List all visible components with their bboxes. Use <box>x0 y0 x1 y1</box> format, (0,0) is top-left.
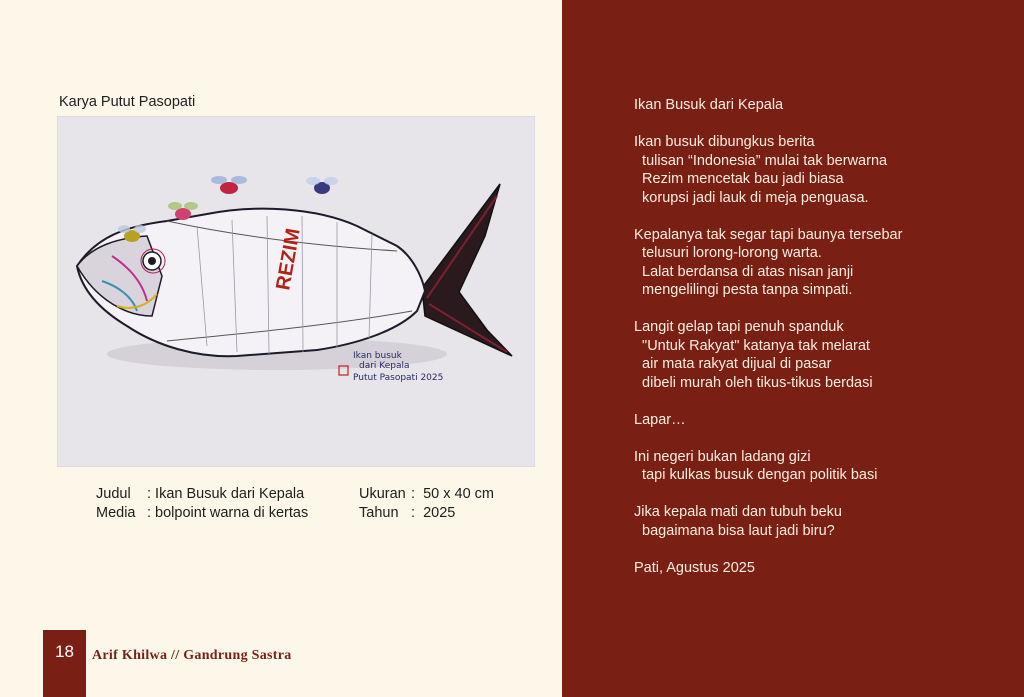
caption-media-label: Media <box>96 505 136 521</box>
caption-judul-label: Judul <box>96 486 131 502</box>
poem-line: korupsi jadi lauk di meja penguasa. <box>634 189 869 206</box>
poem-line: Jika kepala mati dan tubuh beku <box>634 504 842 520</box>
page-number: 18 <box>55 642 74 661</box>
caption-ukuran-value: : 50 x 40 cm <box>411 486 495 502</box>
artwork-signature: Putut Pasopati 2025 <box>353 373 444 383</box>
page-number-box <box>43 630 86 697</box>
artwork-illustration <box>57 116 535 467</box>
poem-line: Lapar… <box>634 411 686 428</box>
poem-line: telusuri lorong-lorong warta. <box>634 245 822 261</box>
artwork-caption-bottom: dari Kepala <box>359 361 410 371</box>
poem-line: Lalat berdansa di atas nisan janji <box>634 263 854 280</box>
poem-line: bagaimana bisa laut jadi biru? <box>634 522 835 539</box>
poem <box>634 96 1004 577</box>
poem-line: "Untuk Rakyat" katanya tak melarat <box>634 337 870 354</box>
poem-line: Kepalanya tak segar tapi baunya tersebar <box>634 226 903 243</box>
poem-title: Ikan Busuk dari Kepala <box>634 97 784 113</box>
caption-tahun-label: Tahun <box>359 505 399 521</box>
poem-line: mengelilingi pesta tanpa simpati. <box>634 282 853 298</box>
poem-line: Rezim mencetak bau jadi biasa <box>634 171 844 187</box>
poem-line: Langit gelap tapi penuh spanduk <box>634 319 844 335</box>
poem-line: dibeli murah oleh tikus-tikus berdasi <box>634 374 873 391</box>
poem-line: tulisan “Indonesia” mulai tak berwarna <box>634 152 888 169</box>
caption-judul-value: : Ikan Busuk dari Kepala <box>147 486 305 502</box>
artist-credit: Karya Putut Pasopati <box>59 94 196 110</box>
poem-place-date: Pati, Agustus 2025 <box>634 559 755 576</box>
poem-line: air mata rakyat dijual di pasar <box>634 356 832 372</box>
poem-line: Ini negeri bukan ladang gizi <box>634 448 811 465</box>
artwork-caption-top: Ikan busuk <box>353 351 402 361</box>
footer-credit: Arif Khilwa // Gandrung Sastra <box>92 648 292 663</box>
caption-media-value: : bolpoint warna di kertas <box>147 505 309 521</box>
caption-tahun-value: : 2025 <box>411 505 456 521</box>
poem-line: tapi kulkas busuk dengan politik basi <box>634 467 878 483</box>
caption-ukuran-label: Ukuran <box>359 486 406 502</box>
fish-body-label: REZIM <box>272 226 305 292</box>
poem-line: Ikan busuk dibungkus berita <box>634 134 815 150</box>
